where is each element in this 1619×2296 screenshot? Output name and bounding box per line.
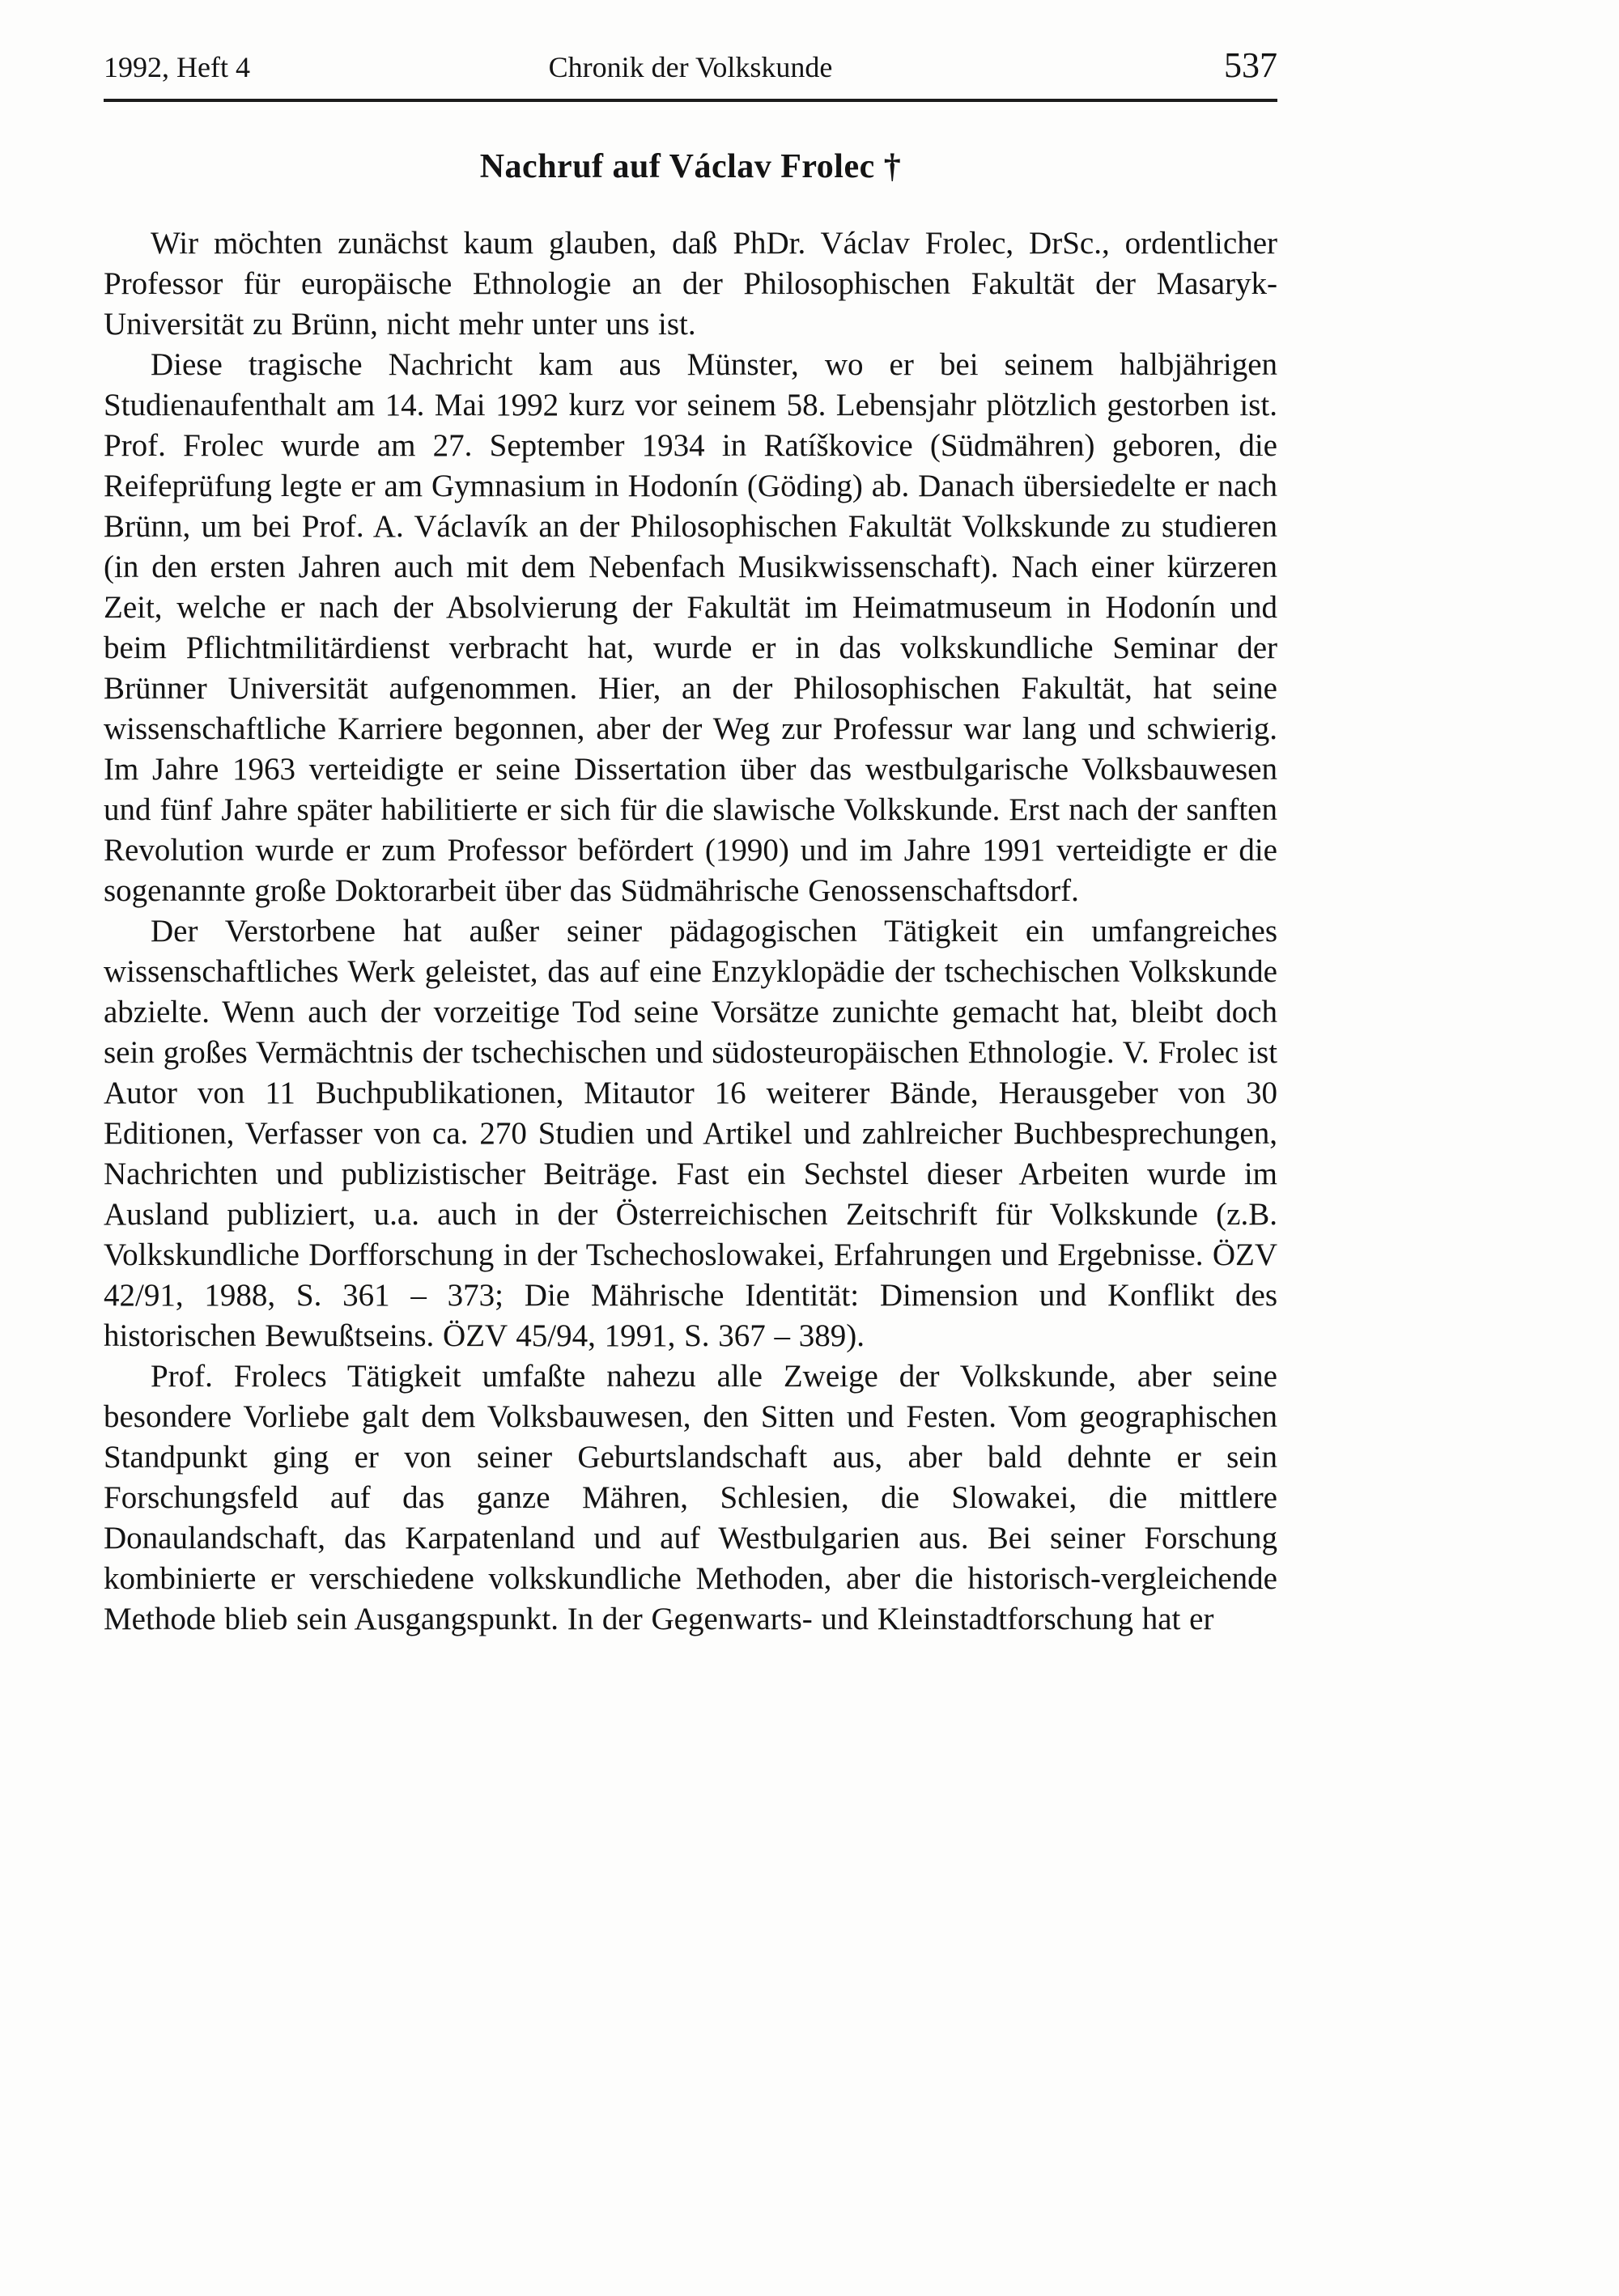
paragraph-1: Wir möchten zunächst kaum glauben, daß PhDr. Václav Frolec, DrSc., ordentlicher Professor für europäische Ethnologie an der Philosophischen Fakultät der Masaryk-Universität zu Brünn, nicht mehr unter uns ist. [104, 226, 1277, 342]
article-title: Nachruf auf Václav Frolec † [479, 148, 902, 185]
header-divider [104, 99, 1277, 102]
running-header [104, 45, 1277, 86]
paragraph-4: Prof. Frolecs Tätigkeit umfaßte nahezu alle Zweige der Volkskunde, aber seine besondere Vorliebe galt dem Volksbauwesen, den Sitten und Festen. Vom geographischen Standpunkt ging er von seiner Geburtslandschaft aus, aber bald dehnte er sein Forschungsfeld auf das ganze Mähren, Schlesien, die Slowakei, die mittlere Donaulandschaft, das Karpatenland und auf Westbulgarien aus. Bei seiner Forschung kombinierte er verschiedene volkskundliche Methoden, aber die historisch-vergleichende Methode blieb sein Ausgangspunkt. In der Gegenwarts- und Kleinstadtforschung hat er [104, 1359, 1277, 1636]
document-page [104, 45, 1277, 1640]
article-body [104, 147, 1277, 1640]
page-number: 537 [1224, 45, 1277, 85]
section-title: Chronik der Volkskunde [548, 51, 833, 83]
paragraph-2: Diese tragische Nachricht kam aus Münster, wo er bei seinem halbjährigen Studienaufenthalt am 14. Mai 1992 kurz vor seinem 58. Lebensjahr plötzlich gestorben ist. Prof. Frolec wurde am 27. September 1934 in Ratíškovice (Südmähren) geboren, die Reifeprüfung legte er am Gymnasium in Hodonín (Göding) ab. Danach übersiedelte er nach Brünn, um bei Prof. A. Václavík an der Philosophischen Fakultät Volkskunde zu studieren (in den ersten Jahren auch mit dem Nebenfach Musikwissenschaft). Nach einer kürzeren Zeit, welche er nach der Absolvierung der Fakultät im Heimatmuseum in Hodonín und beim Pflichtmilitärdienst verbracht hat, wurde er in das volkskundliche Seminar der Brünner Universität aufgenommen. Hier, an der Philosophischen Fakultät, hat seine wissenschaftliche Karriere begonnen, aber der Weg zur Professur war lang und schwierig. Im Jahre 1963 verteidigte er seine Dissertation über das westbulgarische Volksbauwesen und fünf Jahre später habilitierte er sich für die slawische Volkskunde. Erst nach der sanften Revolution wurde er zum Professor befördert (1990) und im Jahre 1991 verteidigte er die sogenannte große Doktorarbeit über das Südmährische Genossenschaftsdorf. [104, 347, 1277, 908]
paragraph-3: Der Verstorbene hat außer seiner pädagogischen Tätigkeit ein umfangreiches wissenschaftliches Werk geleistet, das auf eine Enzyklopädie der tschechischen Volkskunde abzielte. Wenn auch der vorzeitige Tod seine Vorsätze zunichte gemacht hat, bleibt doch sein großes Vermächtnis der tschechischen und südosteuropäischen Ethnologie. V. Frolec ist Autor von 11 Buchpublikationen, Mitautor 16 weiterer Bände, Herausgeber von 30 Editionen, Verfasser von ca. 270 Studien und Artikel und zahlreicher Buchbesprechungen, Nachrichten und publizistischer Beiträge. Fast ein Sechstel dieser Arbeiten wurde im Ausland publiziert, u.a. auch in der Österreichischen Zeitschrift für Volkskunde (z.B. Volkskundliche Dorfforschung in der Tschechoslowakei, Erfahrungen und Ergebnisse. ÖZV 42/91, 1988, S. 361 – 373; Die Mährische Identität: Dimension und Konflikt des historischen Bewußtseins. ÖZV 45/94, 1991, S. 367 – 389). [104, 914, 1277, 1353]
journal-issue-label: 1992, Heft 4 [104, 51, 250, 83]
